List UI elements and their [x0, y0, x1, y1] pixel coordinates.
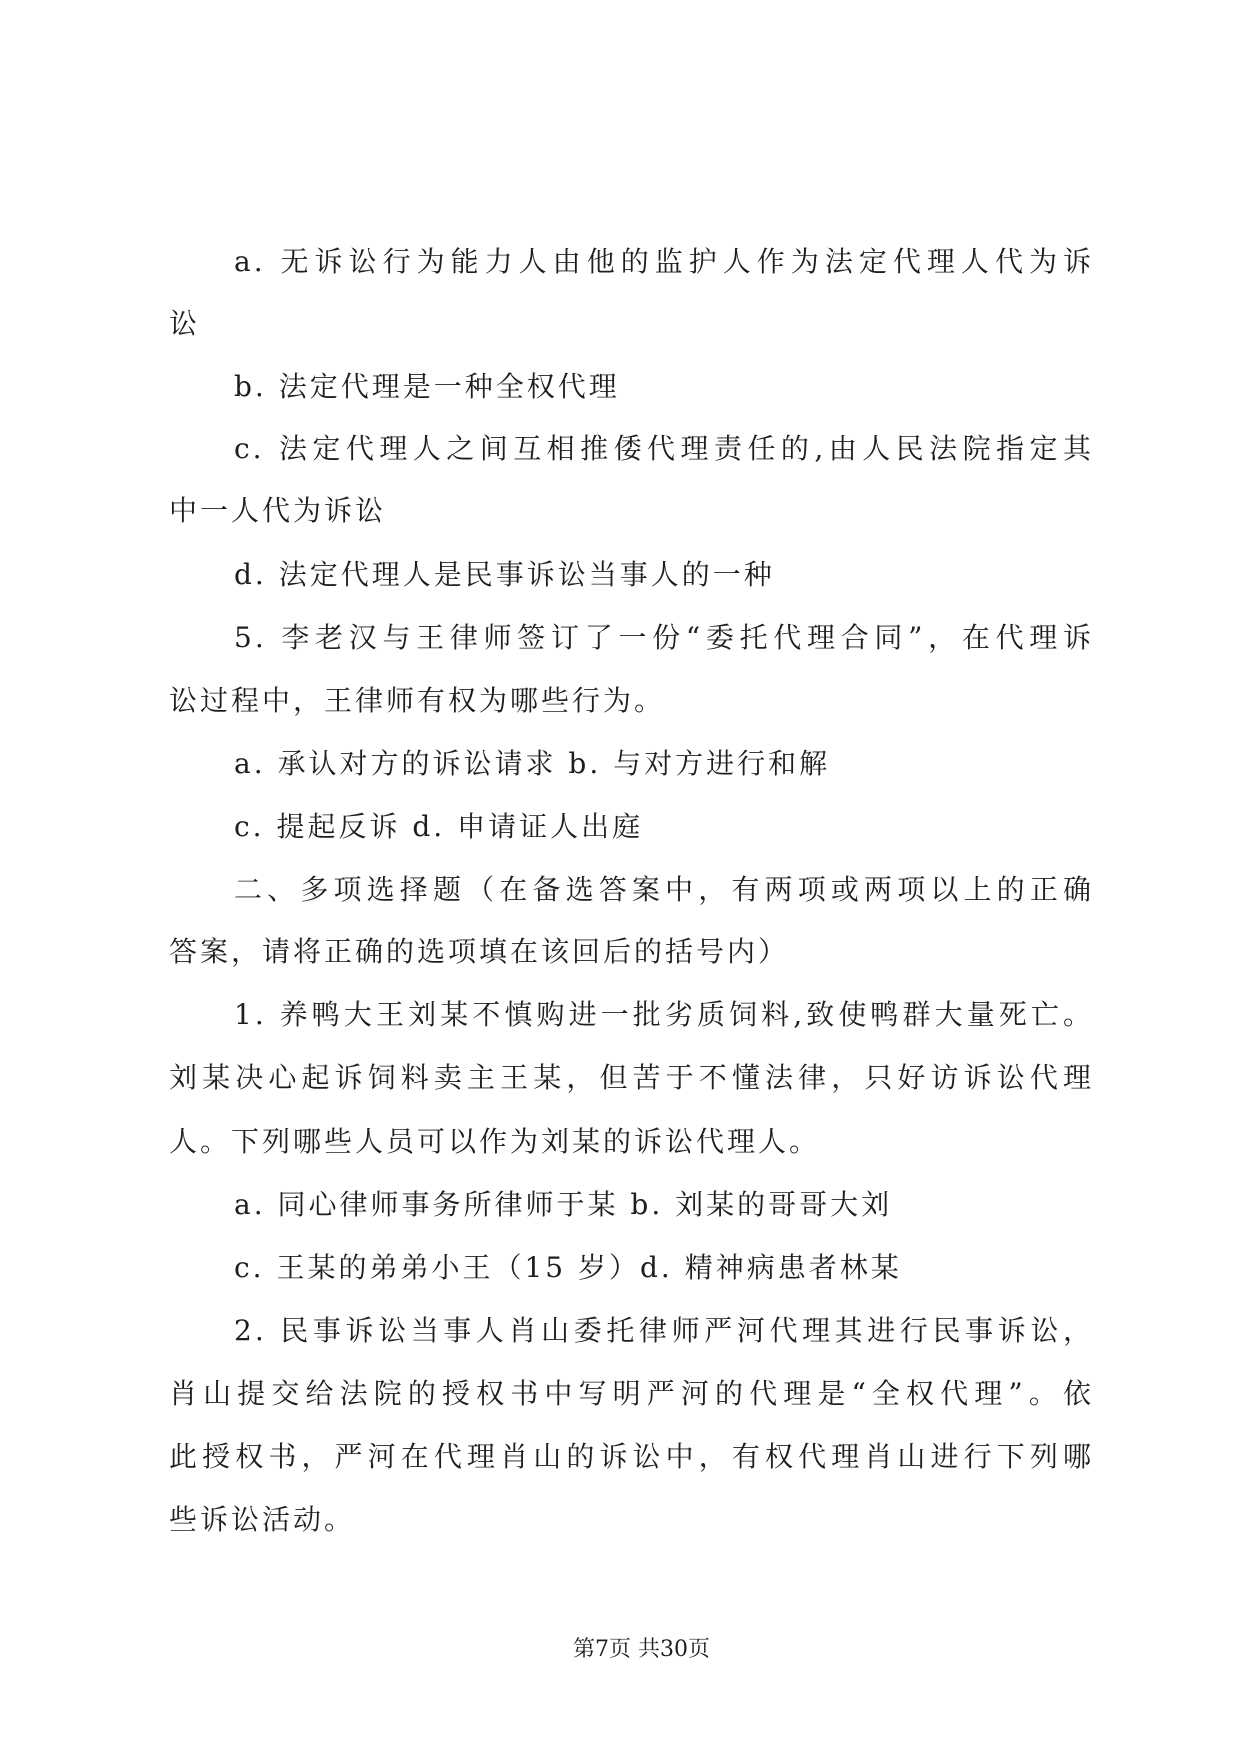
text-line: 些诉讼活动。 — [169, 1503, 356, 1536]
text-line: 讼过程中，王律师有权为哪些行为。 — [169, 684, 666, 717]
text-line: 讼 — [169, 307, 201, 340]
text-line: a. 无诉讼行为能力人由他的监护人作为法定代理人代为诉 — [234, 245, 1094, 278]
text-line: 答案，请将正确的选项填在该回后的括号内） — [169, 935, 790, 968]
text-line: b. 法定代理是一种全权代理 — [234, 370, 620, 403]
text-line: 人。下列哪些人员可以作为刘某的诉讼代理人。 — [169, 1125, 821, 1158]
text-line: c. 法定代理人之间互相推倭代理责任的,由人民法院指定其 — [234, 432, 1094, 465]
text-line: 1. 养鸭大王刘某不慎购进一批劣质饲料,致使鸭群大量死亡。 — [234, 998, 1094, 1031]
text-line: a. 同心律师事务所律师于某 b. 刘某的哥哥大刘 — [234, 1188, 893, 1221]
page-number: 第7页 共30页 — [573, 1637, 710, 1662]
text-line: 中一人代为诉讼 — [169, 494, 387, 527]
text-line: a. 承认对方的诉讼请求 b. 与对方进行和解 — [234, 747, 831, 780]
text-line: 二、多项选择题（在备选答案中，有两项或两项以上的正确 — [234, 873, 1094, 906]
text-line: 肖山提交给法院的授权书中写明严河的代理是“全权代理”。依 — [169, 1377, 1094, 1410]
text-line: d. 法定代理人是民事诉讼当事人的一种 — [234, 558, 775, 591]
text-line: c. 提起反诉 d. 申请证人出庭 — [234, 810, 644, 843]
text-line: c. 王某的弟弟小王（15 岁）d. 精神病患者林某 — [234, 1251, 902, 1284]
text-line: 此授权书，严河在代理肖山的诉讼中，有权代理肖山进行下列哪 — [169, 1440, 1094, 1473]
text-line: 刘某决心起诉饲料卖主王某，但苦于不懂法律，只好访诉讼代理 — [169, 1061, 1094, 1094]
text-line: 5. 李老汉与王律师签订了一份“委托代理合同”，在代理诉 — [234, 621, 1094, 654]
text-line: 2. 民事诉讼当事人肖山委托律师严河代理其进行民事诉讼， — [234, 1314, 1094, 1347]
